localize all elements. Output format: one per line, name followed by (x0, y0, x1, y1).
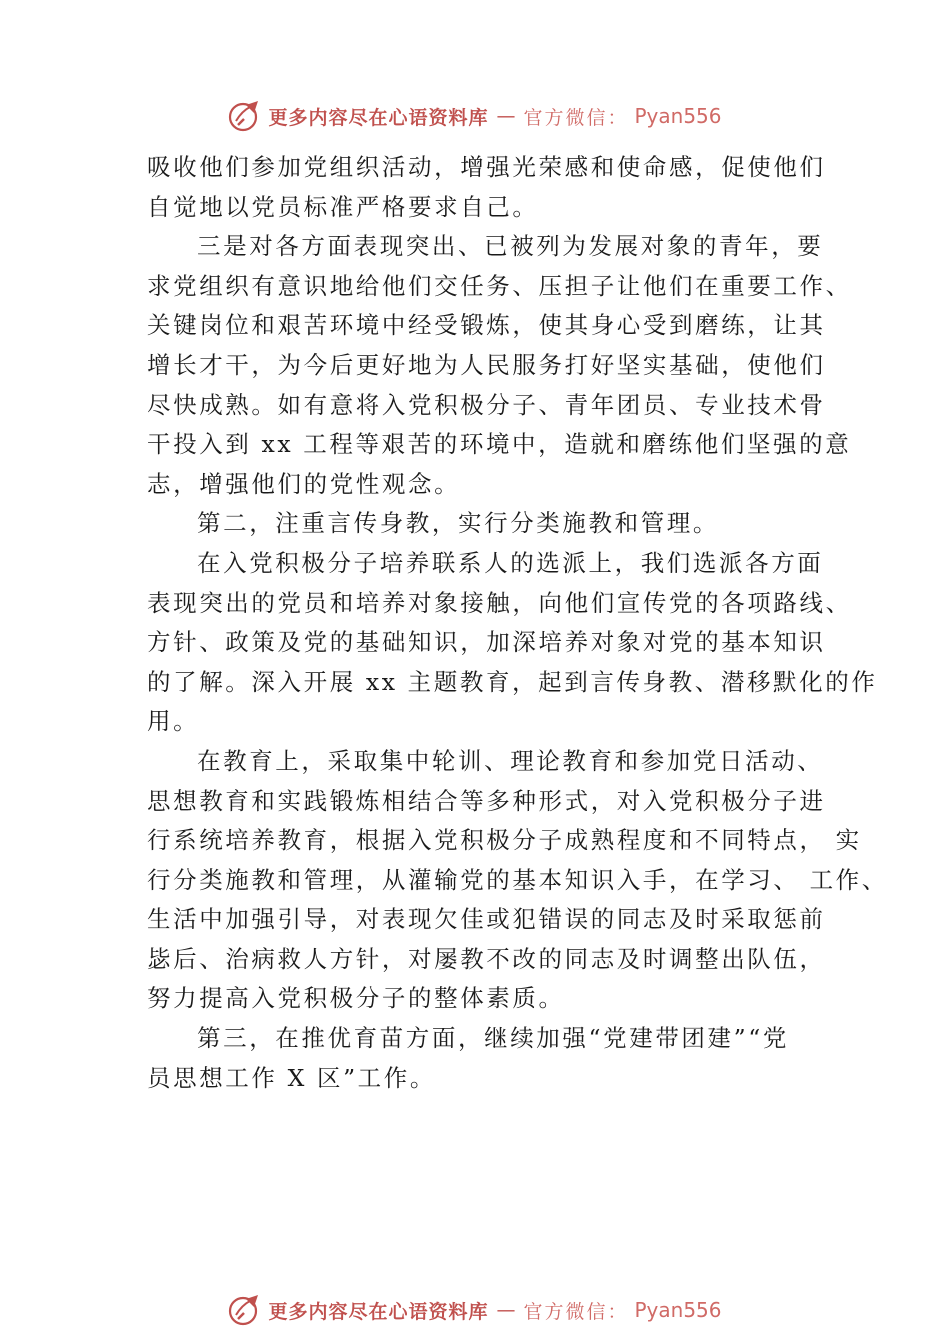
text-line: 的了解。深入开展 xx 主题教育，起到言传身教、潜移默化的作 (147, 667, 878, 696)
watermark-wechat-id: Pyan556 (634, 104, 722, 128)
watermark-wechat-id: Pyan556 (634, 1298, 722, 1322)
section-heading-3: 第三，在推优育苗方面，继续加强“党建带团建”“党 (197, 1024, 789, 1053)
text-line: 行分类施教和管理，从灌输党的基本知识入手，在学习、 工作、 (147, 865, 888, 894)
section-heading-2: 第二，注重言传身教，实行分类施教和管理。 (197, 509, 719, 538)
text-line: 思想教育和实践锻炼相结合等多种形式，对入党积极分子进 (147, 786, 826, 815)
text-line: 增长才干，为今后更好地为人民服务打好坚实基础，使他们 (147, 350, 826, 379)
watermark-label: 官方微信： (523, 106, 629, 129)
text-line: 关键岗位和艰苦环境中经受锻炼，使其身心受到磨练，让其 (147, 311, 826, 340)
text-line: 用。 (147, 707, 200, 736)
pen-logo-icon (228, 99, 262, 133)
document-body (147, 148, 888, 1098)
text-line: 行系统培养教育，根据入党积极分子成熟程度和不同特点， 实 (147, 826, 862, 855)
pen-logo-icon (228, 1293, 262, 1327)
text-line: 自觉地以党员标准严格要求自己。 (147, 192, 539, 221)
paragraph-start-line: 三是对各方面表现突出、已被列为发展对象的青年，要 (197, 232, 824, 261)
text-line: 方针、政策及党的基础知识，加深培养对象对党的基本知识 (147, 628, 826, 657)
text-line: 努力提高入党积极分子的整体素质。 (147, 984, 565, 1013)
watermark-main-text: 更多内容尽在心语资料库 (268, 106, 489, 129)
text-line: 生活中加强引导，对表现欠佳或犯错误的同志及时采取惩前 (147, 905, 826, 934)
watermark-dash: — (496, 1299, 516, 1321)
text-line: 尽快成熟。如有意将入党积极分子、青年团员、专业技术骨 (147, 390, 826, 419)
text-line: 志，增强他们的党性观念。 (147, 469, 461, 498)
paragraph-start-line: 在教育上，采取集中轮训、理论教育和参加党日活动、 (197, 746, 824, 775)
text-line: 毖后、治病救人方针，对屡教不改的同志及时调整出队伍， (147, 944, 826, 973)
footer-watermark (0, 1290, 950, 1330)
watermark-main-text: 更多内容尽在心语资料库 (268, 1300, 489, 1323)
text-line: 吸收他们参加党组织活动，增强光荣感和使命感，促使他们 (147, 153, 826, 181)
watermark-dash: — (496, 105, 516, 127)
text-line: 员思想工作 X 区”工作。 (147, 1063, 436, 1092)
text-line: 表现突出的党员和培养对象接触，向他们宣传党的各项路线、 (147, 588, 852, 617)
paragraph-start-line: 在入党积极分子培养联系人的选派上，我们选派各方面 (197, 548, 824, 577)
header-watermark (0, 96, 950, 136)
watermark-label: 官方微信： (523, 1300, 629, 1323)
text-line: 干投入到 xx 工程等艰苦的环境中，造就和磨练他们坚强的意 (147, 430, 852, 459)
text-line: 求党组织有意识地给他们交任务、压担子让他们在重要工作、 (147, 271, 852, 300)
